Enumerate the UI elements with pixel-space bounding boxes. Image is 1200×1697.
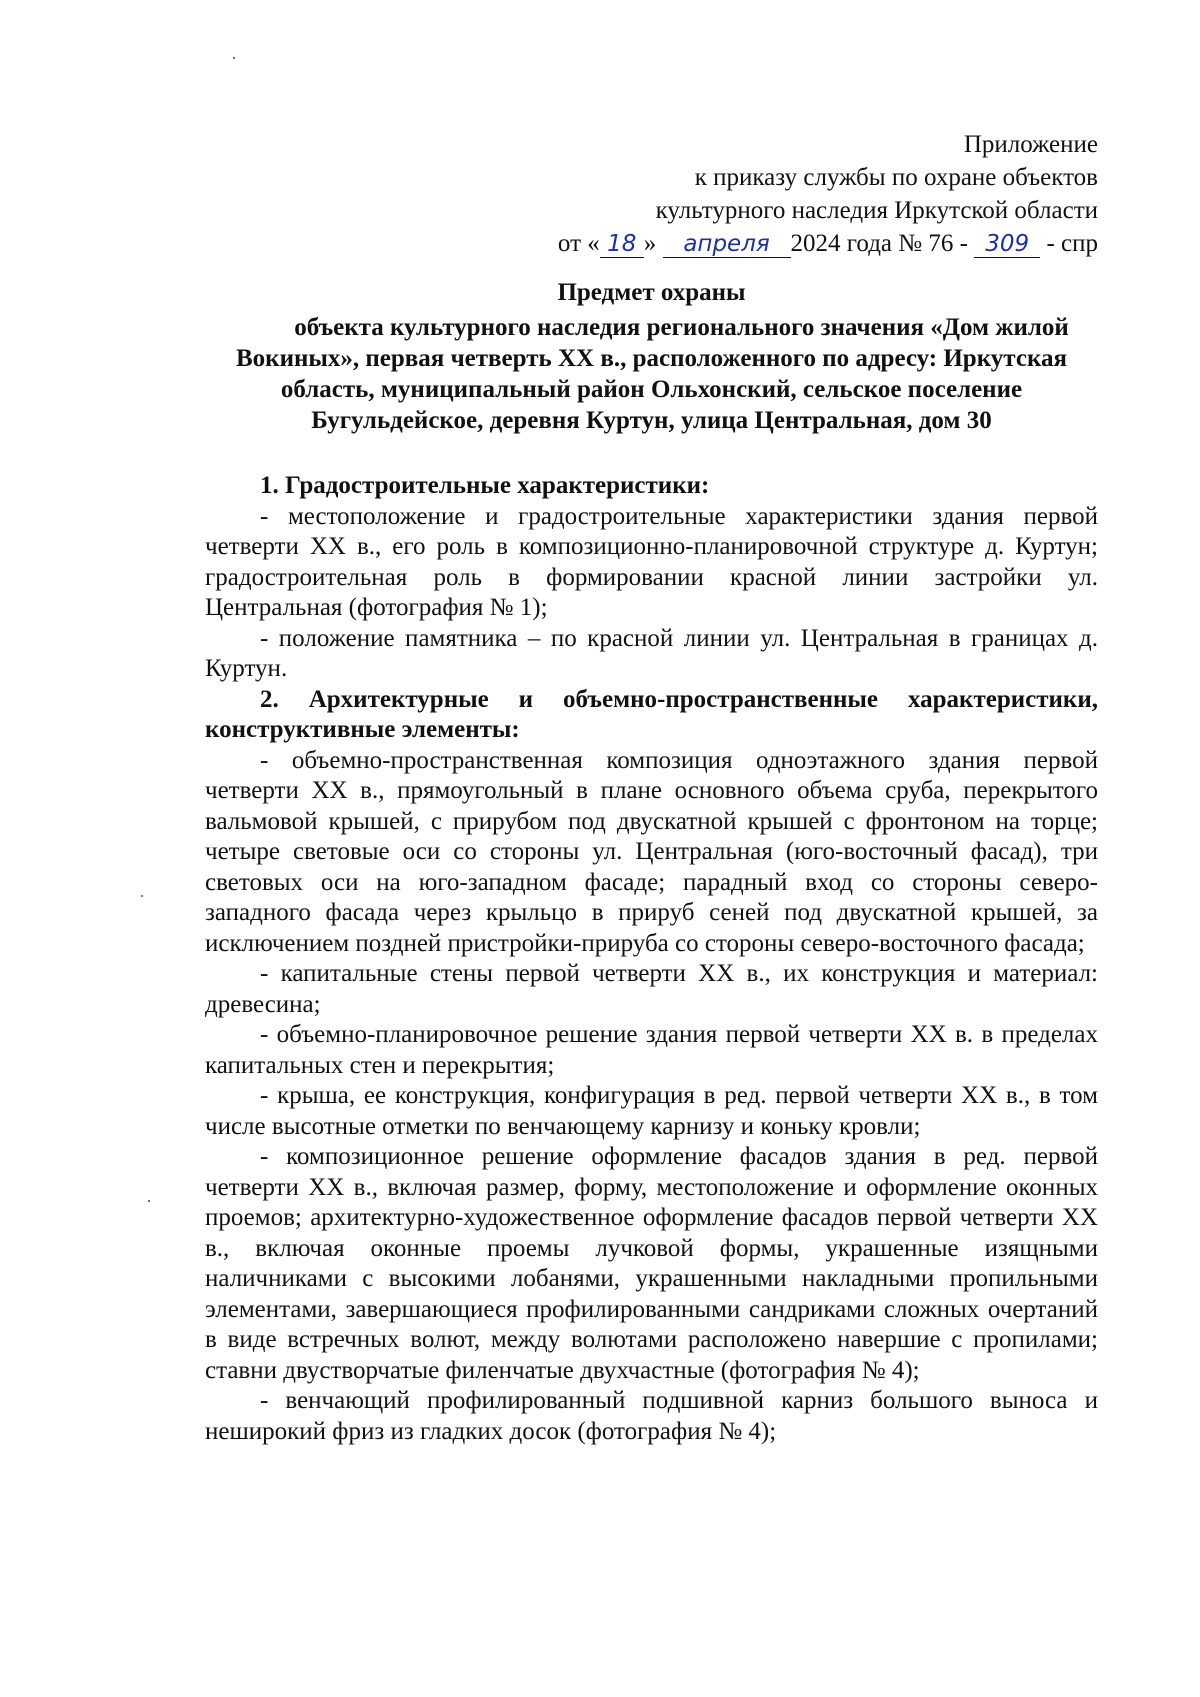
order-suffix: - спр	[1046, 230, 1098, 257]
scan-speck	[148, 1200, 150, 1202]
document-heading	[205, 277, 1098, 436]
section-2-item: - композиционное решение оформление фасадов здания в ред. первой четверти XX в., включая размер, форму, местоположение и оформление оконных проемов; архитектурно-художественное оформление фасадов первой четверти XX в., включая оконные проемы лучковой формы, украшенные изящными наличниками с высокими лобанями, украшенными накладными пропильными элементами, завершающиеся профилированными сандриками сложных очертаний в виде встречных волют, между волютами расположено навершие с пропилами; ставни двустворчатые филенчатые двухчастные (фотография № 4);	[205, 1143, 1098, 1384]
order-number-handwritten: 309	[985, 231, 1030, 257]
date-month-handwritten: апреля	[683, 231, 770, 257]
appendix-date-line	[480, 227, 1098, 260]
section-2-item: - объемно-пространственная композиция одноэтажного здания первой четверти XX в., прямоугольный в плане основного объема сруба, перекрытого вальмовой крышей, с прирубом под двускатной крышей с фронтоном на торце; четыре световые оси со стороны ул. Центральная (юго-восточный фасад), три световых оси на юго-западном фасаде; парадный вход со стороны северо-западного фасада через крыльцо в прируб сеней под двускатной крышей, за исключением поздней пристройки-прируба со стороны северо-восточного фасада;	[205, 746, 1098, 957]
document-body	[205, 471, 1098, 1447]
section-2-item: - венчающий профилированный подшивной карниз большого выноса и неширокий фриз из гладких досок (фотография № 4);	[205, 1387, 1098, 1445]
heading-subtitle: объекта культурного наследия регионального значения «Дом жилой Вокиных», первая четверть XX в., расположенного по адресу: Иркутская область, муниципальный район Ольхонский, сельское поселение Бугульдейское, деревня Куртун, улица Центральная, дом 30	[235, 314, 1069, 434]
appendix-issuer: культурного наследия Иркутской области	[655, 197, 1098, 224]
appendix-block	[480, 128, 1098, 260]
date-year-text: 2024 года № 76 -	[790, 230, 968, 257]
date-month-field	[663, 231, 791, 258]
section-1-item: - положение памятника – по красной линии ул. Центральная в границах д. Куртун.	[205, 624, 1098, 682]
date-day-handwritten: 18	[607, 231, 637, 257]
section-1-title: 1. Градостроительные характеристики:	[260, 472, 710, 499]
section-2-title: 2. Архитектурные и объемно-пространственные характеристики, конструктивные элементы:	[205, 685, 1098, 743]
section-2-item: - объемно-планировочное решение здания первой четверти XX в. в пределах капитальных стен и перекрытия;	[205, 1021, 1098, 1079]
date-day-field	[600, 231, 644, 258]
appendix-order-ref: к приказу службы по охране объектов	[694, 164, 1098, 191]
section-2-item: - крыша, ее конструкция, конфигурация в ред. первой четверти XX в., в том числе высотные отметки по венчающему карнизу и коньку кровли;	[205, 1082, 1098, 1140]
order-number-field	[974, 231, 1040, 258]
section-1-item: - местоположение и градостроительные характеристики здания первой четверти XX в., его роль в композиционно-планировочной структуре д. Куртун; градостроительная роль в формировании красной линии застройки ул. Центральная (фотография № 1);	[205, 502, 1098, 621]
heading-title: Предмет охраны	[557, 279, 746, 306]
appendix-title: Приложение	[963, 131, 1098, 158]
scan-speck	[233, 57, 235, 59]
scan-speck	[141, 895, 143, 897]
date-mid: »	[643, 230, 657, 257]
date-prefix: от «	[557, 230, 600, 257]
section-2-item: - капитальные стены первой четверти XX в., их конструкция и материал: древесина;	[205, 960, 1098, 1018]
